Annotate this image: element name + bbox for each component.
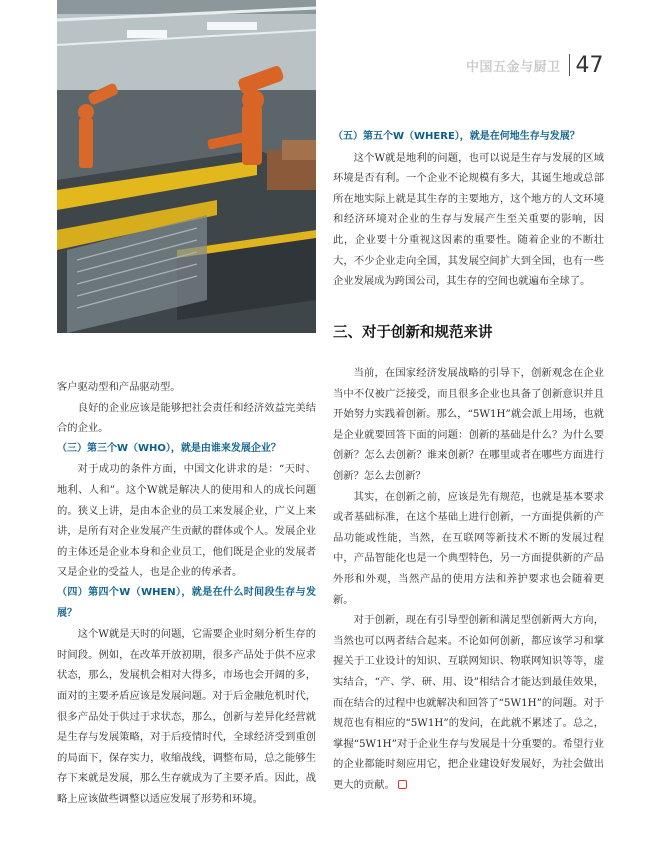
paragraph-innovation-directions-text: 对于创新，现在有引导型创新和满足型创新两大方向，当然也可以两者结合起来。不论如何创新，都应该学习和掌握关于工业设计的知识、互联网知识、物联网知识等等，虚实结合，“产、学、研、用、设”相结合才能达到最佳效果，而在结合的过程中也就解决和回答了“5W1H”的问题。对于规范也有相应的“5W1H”的发问，在此就不累述了。总之，掌握“5W1H”对于企业生存与发展是十分重要的。希望行业的企业都能时刻应用它，把企业建设好发展好，为社会做出更大的贡献。	[333, 614, 604, 791]
subheading-third-w: （三）第三个W（WHO），就是由谁来发展企业？	[57, 442, 281, 454]
paragraph-good-enterprise: 良好的企业应该是能够把社会责任和经济效益完美结合的企业。	[57, 401, 316, 435]
paragraph-norms: 其实，在创新之前，应该是先有规范，也就是基本要求或者基础标准，在这个基础上进行创新，一方面提供新的产品功能或性能，当然，在互联网等新技术不断的发展过程中，产品智能化也是一个典型特色，另一方面提供新的产品外形和外观，当然产品的使用方法和养护要求也会随着更新。	[333, 490, 604, 606]
paragraph-drivers: 客户驱动型和产品驱动型。	[57, 381, 181, 393]
subheading-fifth-w: （五）第五个W（WHERE），就是在何地生存与发展？	[333, 131, 580, 142]
paragraph-innovation-intro: 当前，在国家经济发展战略的引导下，创新观念在企业当中不仅被广泛接受，而且很多企业也具备了创新意识并且开始努力实践着创新。那么，“5W1H”就会派上用场，也就是企业就要回答下面的问题：创新的基础是什么？为什么要创新？怎么去创新？谁来创新？在哪里或者在哪些方面进行创新？怎么去创新？	[333, 367, 604, 482]
left-column	[57, 377, 316, 809]
article-end-icon	[398, 780, 407, 789]
right-column-bottom	[333, 363, 604, 795]
paragraph-where: 这个W就是地利的问题，也可以说是生存与发展的区域环境是否有利。一个企业不论规模有多大，其诞生地或总部所在地实际上就是其生存的主要地方，这个地方的人文环境和经济环境对企业的生存与发展产生至关重要的影响，因此，企业要十分重视这因素的重要性。随着企业的不断壮大，不少企业走向全国，其发展空间扩大到全国，也有一些企业发展成为跨国公司，其生存的空间也就遍布全球了。	[333, 151, 604, 288]
factory-photo-illustration	[57, 0, 316, 333]
page-number: 47	[575, 52, 604, 78]
paragraph-innovation-directions	[333, 610, 604, 795]
section-title-innovation: 三、对于创新和规范来讲	[333, 325, 493, 341]
right-column-top	[333, 127, 604, 292]
paragraph-who: 对于成功的条件方面，中国文化讲求的是：“天时、地利、人和”。这个W就是解决人的使用和人的成长问题的。狭义上讲，是由本企业的员工来发展企业，广义上来讲，是所有对企业发展产生贡献的群体或个人。发展企业的主体还是企业本身和企业员工，他们既是企业的发展者又是企业的受益人，也是企业的传承者。	[57, 463, 316, 579]
paragraph-when: 这个W就是天时的问题，它需要企业时刻分析生存的时间段。例如，在改革开放初期，很多产品处于供不应求状态，那么，发展机会相对大得多，市场也会开阔的多，面对的主要矛盾应该是发展问题。对于后金融危机时代，很多产品处于供过于求状态，那么，创新与差异化经营就是生存与发展策略，对于后疫情时代，全球经济受到重创的局面下，保存实力，收缩战线，调整布局，总之能够生存下来就是发展，那么生存就成为了主要矛盾。因此，战略上应该做些调整以适应发展了形势和环境。	[57, 628, 316, 805]
factory-photo	[57, 0, 316, 333]
subheading-fourth-w: （四）第四个W（WHEN），就是在什么时间段生存与发展？	[57, 586, 316, 619]
header-divider	[569, 54, 570, 76]
page-header	[466, 50, 604, 80]
magazine-brand: 中国五金与厨卫	[466, 59, 561, 75]
